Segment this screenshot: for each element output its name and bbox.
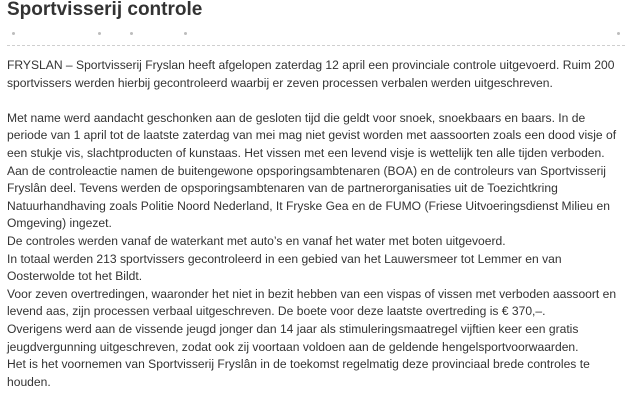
text-line: levend aas, zijn processen verbaal uitgeschreven. De boete voor deze laatste overtreding is € 370,–.: [7, 304, 546, 319]
text-line: Voor zeven overtredingen, waaronder het niet in bezit hebben van een vispas of vissen met verboden aassoort en: [7, 286, 617, 301]
article-title: Sportvisserij controle: [7, 0, 203, 20]
paragraph-participants: [7, 163, 625, 233]
text-line: Aan de controleactie namen de buitengewone opsporingsambtenaren (BOA) en de controleurs van Sportvisserij: [7, 163, 606, 178]
text-line: Met name werd aandacht geschonken aan de gesloten tijd die geldt voor snoek, snoekbaars en baars. In de: [7, 110, 586, 125]
paragraph-youth: [7, 321, 625, 356]
paragraph-closed-season: [7, 110, 625, 163]
meta-dot: [184, 32, 187, 35]
title-divider: [7, 45, 625, 46]
paragraph-outlook: [7, 356, 625, 391]
text-line: Omgeving) ingezet.: [7, 216, 112, 231]
text-line: Fryslân deel. Tevens werden de opsporingsambtenaren van de partnerorganisaties uit de Toezichtkring: [7, 181, 558, 196]
text-line: Oosterwolde tot het Bildt.: [7, 269, 143, 284]
article-body: [7, 57, 625, 391]
text-line: periode van 1 april tot de laatste zaterdag van mei mag niet gevist worden met aassoorten zoals een dood visje of: [7, 128, 617, 143]
meta-dot: [617, 32, 620, 35]
paragraph-gap: [7, 92, 625, 110]
meta-dot: [12, 32, 15, 35]
text-line: Het is het voornemen van Sportvisserij Fryslân in de toekomst regelmatig deze provinciaal brede controles te: [7, 357, 590, 372]
text-line: een stukje vis, slachtproducten of kunstaas. Het vissen met een levend visje is wettelijk ten alle tijden verboden.: [7, 145, 605, 160]
meta-dot: [130, 32, 133, 35]
paragraph-intro: [7, 57, 625, 92]
paragraph-violations: [7, 286, 625, 321]
meta-dot: [98, 32, 101, 35]
text-line: sportvissers werden hierbij gecontroleerd waarbij er zeven processen verbalen werden uitgeschreven.: [7, 75, 553, 90]
paragraph-area: [7, 251, 625, 286]
paragraph-methods: [7, 233, 625, 251]
text-line: Overigens werd aan de vissende jeugd jonger dan 14 jaar als stimuleringsmaatregel vijftien keer een gratis: [7, 321, 579, 336]
article-meta: [12, 29, 622, 39]
text-line: houden.: [7, 374, 51, 389]
text-line: FRYSLAN – Sportvisserij Fryslan heeft afgelopen zaterdag 12 april een provinciale controle uitgevoerd. Ruim 200: [7, 58, 615, 72]
text-line: De controles werden vanaf de waterkant met auto’s en vanaf het water met boten uitgevoerd.: [7, 233, 506, 248]
text-line: In totaal werden 213 sportvissers gecontroleerd in een gebied van het Lauwersmeer tot Lemmer en van: [7, 251, 562, 266]
text-line: jeugdvergunning uitgeschreven, zodat ook zij voortaan voldoen aan de geldende hengelsportvoorwaarden.: [7, 339, 579, 354]
text-line: Natuurhandhaving zoals Politie Noord Nederland, It Fryske Gea en de FUMO (Friese Uitvoeringsdienst Milieu en: [7, 198, 610, 213]
